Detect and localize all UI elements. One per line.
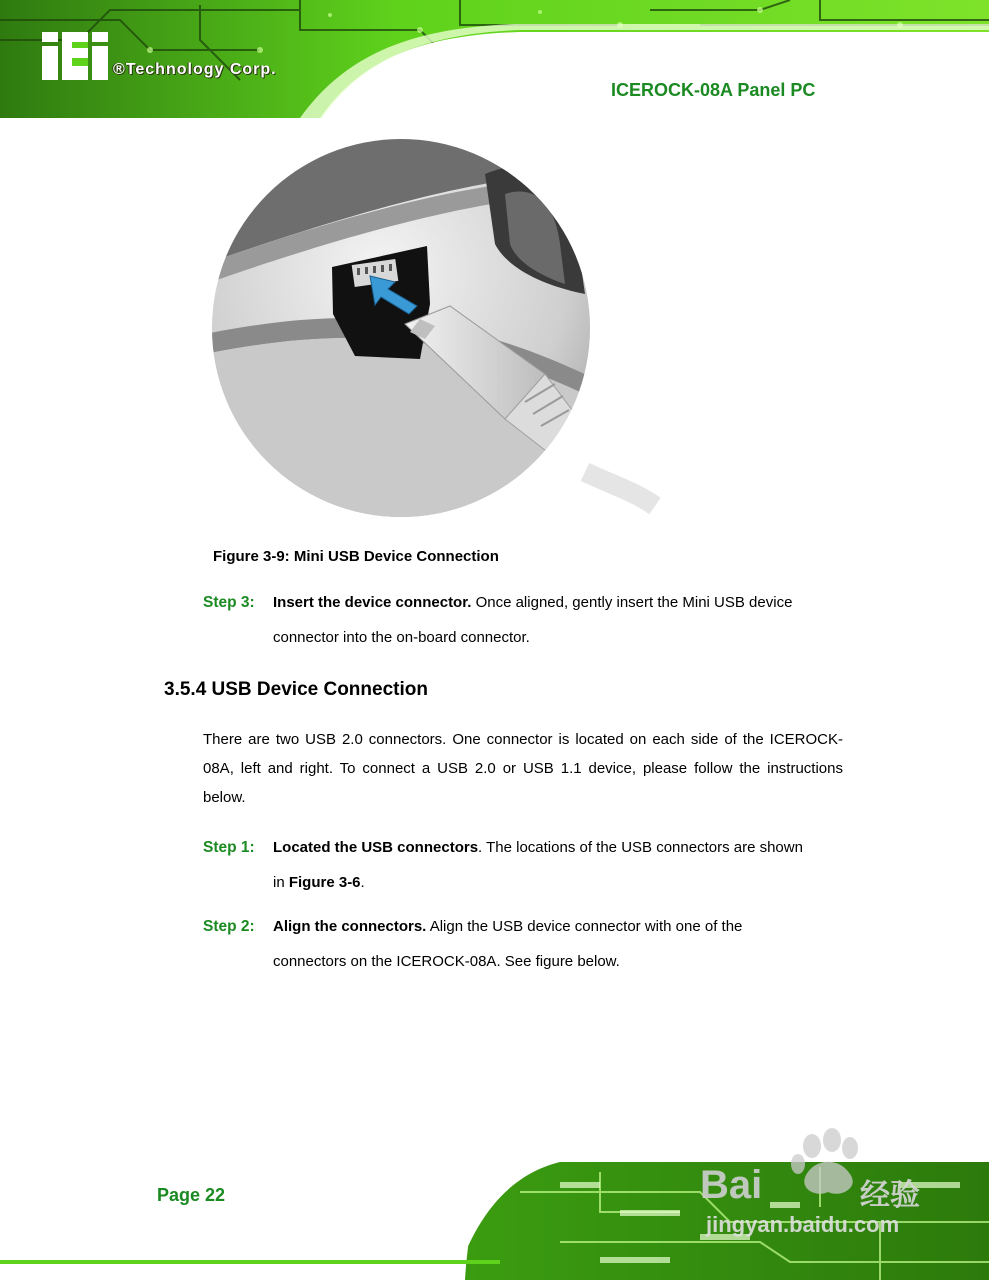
step-1-suffix: . — [360, 874, 365, 891]
step-3-line1: Once aligned, gently insert the Mini USB device — [471, 594, 793, 611]
watermark-url: jingyan.baidu.com — [706, 1212, 900, 1237]
step-1-label: Step 1: — [203, 839, 255, 856]
step-3-text — [273, 585, 848, 655]
figure-caption: Figure 3-9: Mini USB Device Connection — [213, 548, 499, 565]
step-1-title: Located the USB connectors — [273, 839, 479, 856]
step-2-text — [273, 909, 848, 979]
watermark-cn: 经验 — [860, 1179, 920, 1212]
step-1-text — [273, 830, 848, 900]
step-3-line2: connector into the on-board connector. — [273, 629, 530, 646]
company-name: ®Technology Corp. — [113, 61, 277, 78]
step-1-line1: . The locations of the USB connectors are shown — [478, 839, 803, 856]
iei-logo-icon — [42, 32, 108, 80]
page-header — [0, 0, 989, 118]
section-intro-paragraph: There are two USB 2.0 connectors. One connector is located on each side of the ICEROCK-08A, left and right. To connect a USB 2.0 or USB 1.1 device, please follow the instructions below. — [203, 731, 843, 806]
section-heading: 3.5.4 USB Device Connection — [164, 679, 428, 700]
step-3-title: Insert the device connector. — [273, 594, 472, 611]
step-2-label: Step 2: — [203, 918, 255, 935]
mini-usb-connection-illustration — [205, 134, 665, 534]
step-3-label: Step 3: — [203, 594, 255, 611]
step-1-prefix: in — [273, 874, 289, 891]
step-2-title: Align the connectors. — [273, 918, 427, 935]
figure-reference-link: Figure 3-6 — [288, 874, 361, 891]
step-2-line1: Align the USB device connector with one of the — [426, 918, 743, 935]
circuit-board-header-graphic — [0, 0, 989, 118]
product-title: ICEROCK-08A Panel PC — [611, 80, 816, 100]
watermark-brand: Bai — [700, 1163, 763, 1207]
page-number: Page 22 — [157, 1185, 226, 1205]
step-2-line2: connectors on the ICEROCK-08A. See figure below. — [273, 953, 620, 970]
